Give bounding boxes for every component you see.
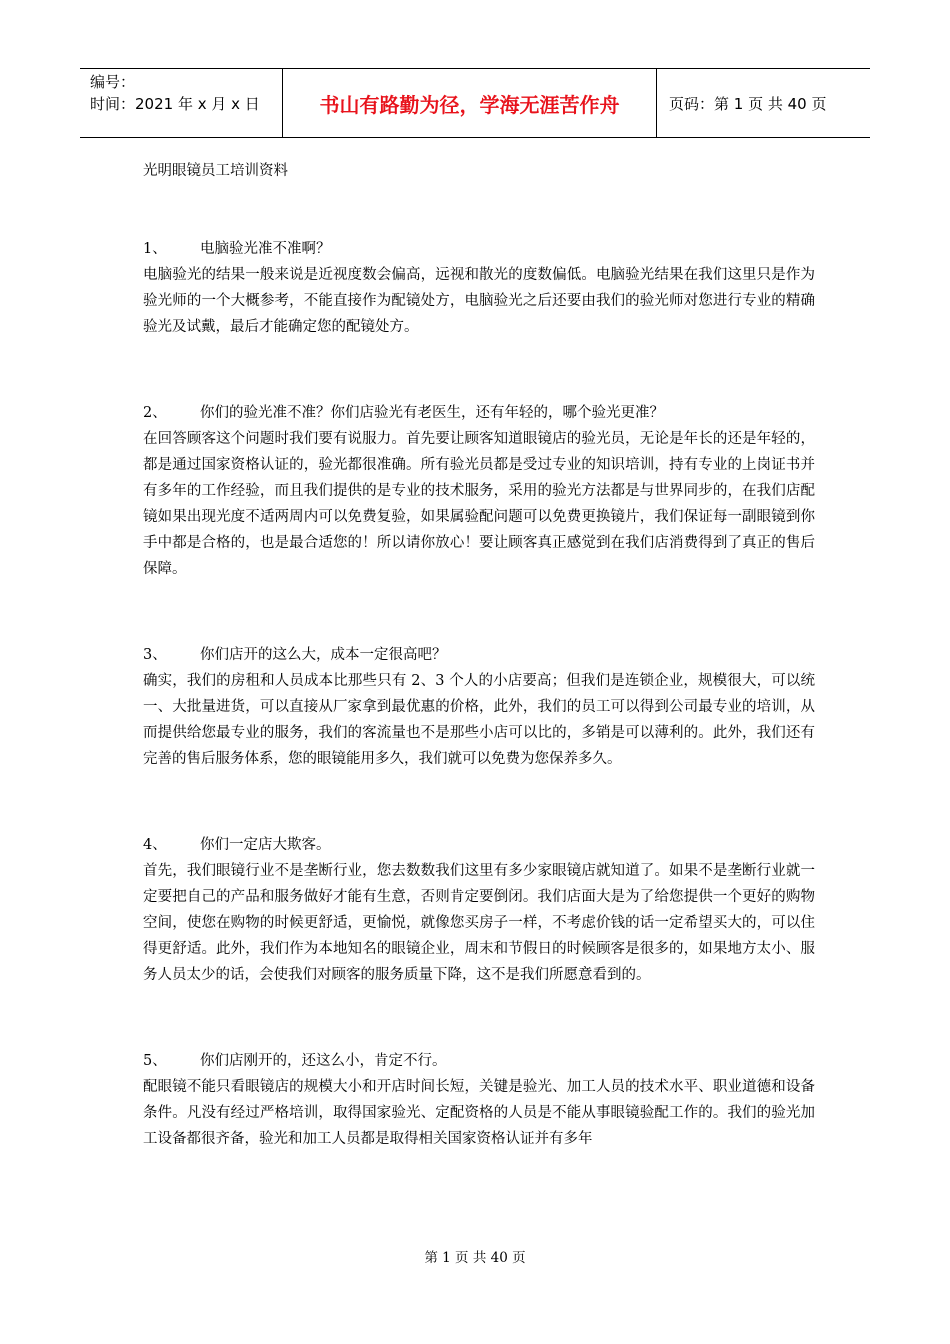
answer-text: 在回答顾客这个问题时我们要有说服力。首先要让顾客知道眼镜店的验光员，无论是年长的还是年轻的，都是通过国家资格认证的，验光都很准确。所有验光员都是受过专业的知识培训，持有专业的上岗证书并有多年的工作经验，而且我们提供的是专业的技术服务，采用的验光方法都是与世界同步的，在我们店配镜如果出现光度不适两周内可以免费复验，如果属验配问题可以免费更换镜片，我们保证每一副眼镜到你手中都是合格的，也是最合适您的！所以请你放心！要让顾客真正感觉到在我们店消费得到了真正的售后保障。 [143, 431, 815, 577]
qa-section-2 [143, 400, 815, 582]
question-text: 你们店开的这么大，成本一定很高吧？ [200, 647, 447, 663]
qa-section-4 [143, 832, 815, 988]
document-body [143, 158, 815, 1212]
header-meta [80, 69, 283, 137]
question-text: 你们的验光准不准？你们店验光有老医生，还有年轻的，哪个验光更准？ [200, 405, 664, 421]
question [143, 642, 815, 668]
question-text: 电脑验光准不准啊？ [200, 241, 331, 257]
answer-text: 配眼镜不能只看眼镜店的规模大小和开店时间长短，关键是验光、加工人员的技术水平、职业道德和设备条件。凡没有经过严格培训，取得国家验光、定配资格的人员是不能从事眼镜验配工作的。我们的验光加工设备都很齐备，验光和加工人员都是取得相关国家资格认证并有多年 [143, 1079, 815, 1147]
time-label: 时间：2021 年 x 月 x 日 [90, 95, 260, 113]
number-label: 编号： [90, 73, 136, 91]
qa-section-5 [143, 1048, 815, 1152]
qa-section-3 [143, 642, 815, 772]
question-number: 2、 [143, 405, 167, 421]
question-text: 你们店刚开的，还这么小，肯定不行。 [200, 1053, 447, 1069]
question-number: 4、 [143, 837, 167, 853]
answer-text: 电脑验光的结果一般来说是近视度数会偏高，远视和散光的度数偏低。电脑验光结果在我们这里只是作为验光师的一个大概参考，不能直接作为配镜处方，电脑验光之后还要由我们的验光师对您进行专业的精确验光及试戴，最后才能确定您的配镜处方。 [143, 267, 815, 335]
question [143, 236, 815, 262]
qa-section-1 [143, 236, 815, 340]
question [143, 400, 815, 426]
question-number: 5、 [143, 1053, 167, 1069]
question [143, 1048, 815, 1074]
question-text: 你们一定店大欺客。 [200, 837, 331, 853]
page-header [80, 68, 870, 138]
header-page-info: 页码：第 1 页 共 40 页 [669, 94, 827, 113]
answer-text: 首先，我们眼镜行业不是垄断行业，您去数数我们这里有多少家眼镜店就知道了。如果不是垄断行业就一定要把自己的产品和服务做好才能有生意，否则肯定要倒闭。我们店面大是为了给您提供一个更好的购物空间，使您在购物的时候更舒适，更愉悦，就像您买房子一样，不考虑价钱的话一定希望买大的，可以住得更舒适。此外，我们作为本地知名的眼镜企业，周末和节假日的时候顾客是很多的，如果地方太小、服务人员太少的话，会使我们对顾客的服务质量下降，这不是我们所愿意看到的。 [143, 863, 815, 983]
header-motto: 书山有路勤为径，学海无涯苦作舟 [283, 69, 657, 137]
question [143, 832, 815, 858]
document-title: 光明眼镜员工培训资料 [143, 163, 288, 179]
answer-text: 确实，我们的房租和人员成本比那些只有 2、3 个人的小店要高；但我们是连锁企业，规模很大，可以统一、大批量进货，可以直接从厂家拿到最优惠的价格，此外，我们的员工可以得到公司最专业的培训，从而提供给您最专业的服务，我们的客流量也不是那些小店可以比的，多销是可以薄利的。此外，我们还有完善的售后服务体系，您的眼镜能用多久，我们就可以免费为您保养多久。 [143, 673, 815, 767]
question-number: 3、 [143, 647, 167, 663]
page-footer: 第 1 页 共 40 页 [424, 1250, 526, 1266]
question-number: 1、 [143, 241, 167, 257]
